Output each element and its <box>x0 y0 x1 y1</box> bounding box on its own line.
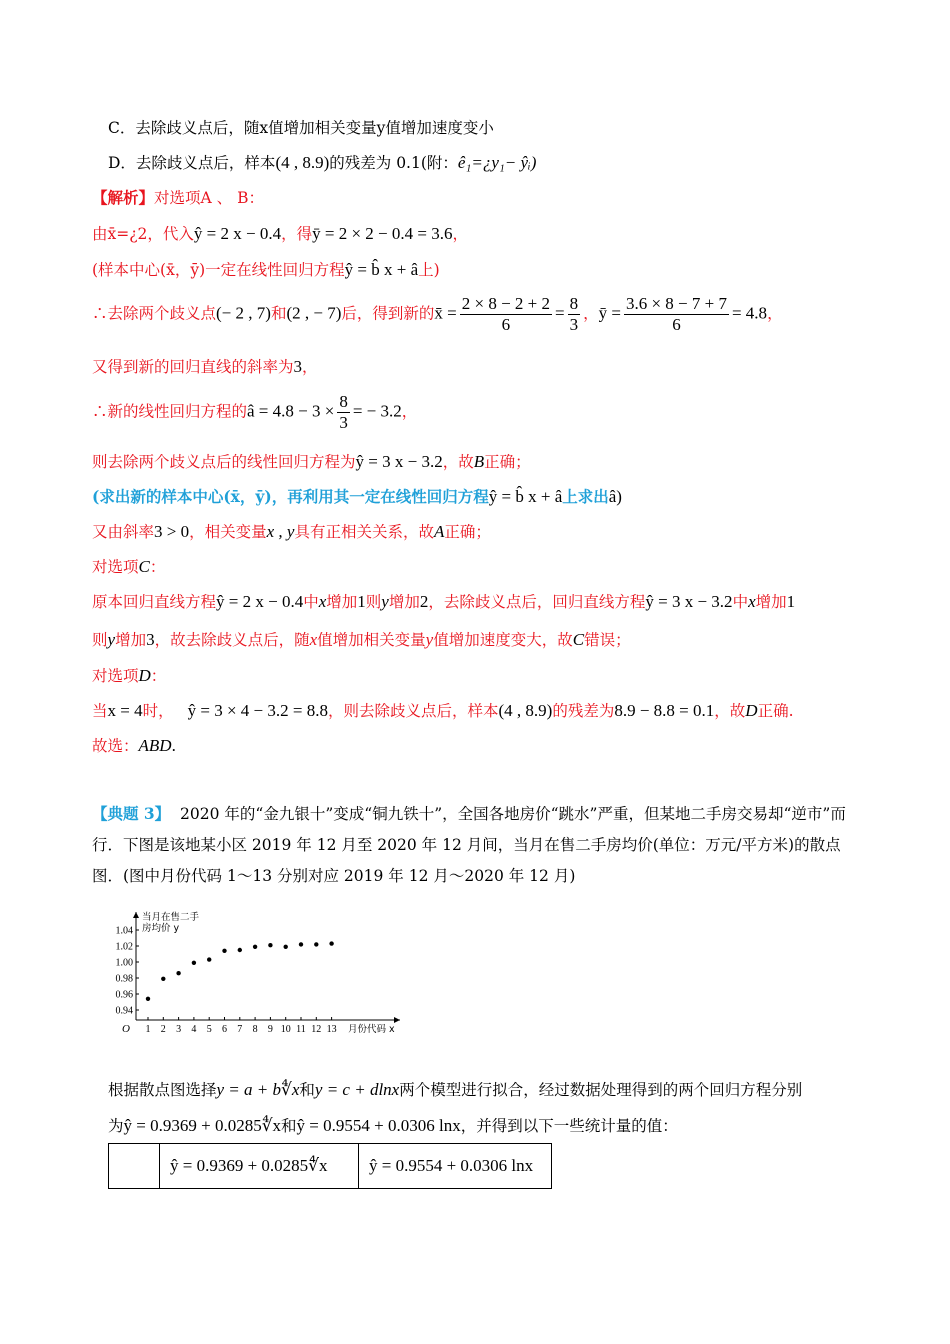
x-tick-label: 8 <box>252 1024 258 1035</box>
data-point <box>176 971 180 975</box>
equation: x̄ = <box>434 303 457 323</box>
equation: ŷ = 2 x − 0.4 <box>193 224 282 243</box>
text: ， <box>583 304 599 323</box>
text: (求出新的样本中心(x̄，ȳ)，再利用其一定在线性回归方程 <box>92 487 489 506</box>
analysis-line-13 <box>92 664 166 686</box>
example3-text: 2020 年的“金九银十”变成“铜九铁十”，全国各地房价“跳水”严重，但某地二手房交易却“逆市”而行．下图是该地某小区 2019 年 12 月至 2020 年 12 月间，当月在售二手房均价(单位：万元/平方米)的散点图．(图中月份代码 1～13 分别对应 2019 年 12 月～2020 年 12 月) <box>92 805 846 885</box>
analysis-line-12 <box>92 628 631 650</box>
text: 的残差为 <box>552 702 615 720</box>
analysis-line-2 <box>92 222 468 244</box>
text: ，故 <box>442 453 474 471</box>
equation-a: ŷ = 0.9369 + 0.0285∜x <box>123 1116 282 1135</box>
x-tick-label: 4 <box>191 1024 197 1035</box>
text: 则 <box>92 631 108 649</box>
text: 增加 <box>115 631 147 649</box>
equation: 8.9 − 8.8 = 0.1 <box>614 701 715 720</box>
text: ，故去除歧义点后，随 <box>154 631 310 649</box>
numerator: 3.6 × 8 − 7 + 7 <box>625 294 727 313</box>
variable: x <box>309 630 318 649</box>
variable: x , y <box>266 522 295 541</box>
variable: y <box>425 630 434 649</box>
variable: y <box>381 592 389 611</box>
fraction <box>337 392 350 433</box>
analysis-line-3 <box>92 258 440 280</box>
data-point <box>207 957 211 961</box>
data-point <box>329 941 333 945</box>
x-tick-label: 10 <box>280 1024 291 1035</box>
fraction <box>568 294 581 335</box>
equation: ŷ = 3 x − 3.2 <box>355 452 443 471</box>
equation: x = 4 <box>107 701 143 720</box>
x-tick-label: 3 <box>176 1024 182 1035</box>
option-d <box>108 151 536 173</box>
model-a: y = a + b∜x <box>216 1080 300 1099</box>
analysis-l1: 对选项A 、 B： <box>154 189 264 207</box>
text: ， <box>401 402 418 421</box>
y-axis-label-line1: 当月在售二手 <box>142 912 200 923</box>
option-d-prefix: D．去除歧义点后，样本 <box>108 154 276 172</box>
denominator: 3 <box>569 315 579 334</box>
text: 为 <box>108 1117 124 1135</box>
variable: A <box>433 522 445 541</box>
text: 值增加相关变量 <box>317 631 426 649</box>
analysis-line-9 <box>92 520 491 542</box>
text: 和 <box>299 1081 315 1099</box>
y-tick-label: 0.98 <box>115 973 133 985</box>
text: 又由斜率 <box>92 523 155 541</box>
y-tick-label: 1.02 <box>115 941 133 953</box>
text: 上) <box>418 261 440 279</box>
x-axis-arrow <box>394 1017 400 1023</box>
text: 正确； <box>444 523 491 541</box>
table-cell-model-b: ŷ = 0.9554 + 0.0306 lnx <box>359 1144 552 1189</box>
text: ，相关变量 <box>189 523 267 541</box>
analysis-line-15 <box>92 734 176 756</box>
text: 后，得到新的 <box>341 304 435 323</box>
analysis-line-11 <box>92 590 795 612</box>
y-tick-label: 1.04 <box>115 925 133 937</box>
text: 时， <box>142 702 174 720</box>
equation: = <box>555 303 565 323</box>
model-b: y = c + dlnx <box>314 1080 400 1099</box>
fit-line-2 <box>108 1114 678 1136</box>
text: 和 <box>281 1117 297 1135</box>
data-point <box>299 942 303 946</box>
y-tick-label: 0.94 <box>115 1005 133 1017</box>
number: 2 <box>419 592 429 611</box>
fraction <box>624 294 729 335</box>
text: 当 <box>92 702 108 720</box>
text: ，故 <box>714 702 746 720</box>
y-axis-arrow <box>133 912 139 918</box>
analysis-line-7 <box>92 450 531 472</box>
example3-tag: 【典题 3】 <box>92 804 171 823</box>
text: 具有正相关关系，故 <box>294 523 434 541</box>
x-tick-label: 5 <box>206 1024 212 1035</box>
text: 正确. <box>757 702 794 720</box>
point: (2 , − 7) <box>286 303 342 323</box>
denominator: 6 <box>672 315 681 334</box>
number: 1 <box>357 592 366 611</box>
analysis-header <box>92 186 264 208</box>
fit-line-1 <box>108 1078 802 1100</box>
point: (− 2 , 7) <box>216 303 271 323</box>
denominator: 6 <box>501 315 511 334</box>
option-c-text: C．去除歧义点后，随x值增加相关变量y值增加速度变小 <box>108 119 494 137</box>
data-point <box>284 945 288 949</box>
text: 正确； <box>484 453 531 471</box>
table-cell-model-a: ŷ = 0.9369 + 0.0285∜x <box>160 1144 359 1189</box>
text: ，去除歧义点后，回归直线方程 <box>428 593 646 611</box>
option-d-formula: ê₁=¿y₁− ŷᵢ) <box>457 153 537 172</box>
x-tick-label: 13 <box>326 1024 337 1035</box>
text: ： <box>150 667 167 685</box>
x-tick-label: 12 <box>311 1024 322 1035</box>
analysis-line-6 <box>92 392 417 433</box>
statistics-table <box>108 1143 552 1189</box>
equation: ŷ = 3 x − 3.2 <box>645 592 733 611</box>
text: 错误； <box>584 631 631 649</box>
text: 则去除两个歧义点后的线性回归方程为 <box>92 453 356 471</box>
fraction <box>460 294 552 335</box>
table-row <box>109 1144 552 1189</box>
text: 中 <box>732 593 749 611</box>
variable: x <box>748 592 756 611</box>
text: 上求出 <box>562 487 609 506</box>
data-point <box>222 949 226 953</box>
text: ∴新的线性回归方程的 <box>92 402 248 421</box>
equation: â = 4.8 − 3 × <box>247 401 335 421</box>
data-point <box>238 948 242 952</box>
text: ： <box>149 558 166 576</box>
variable: C <box>572 630 585 649</box>
text: . <box>171 736 176 755</box>
scatter-chart <box>108 908 408 1038</box>
text: (样本中心(x̄，ȳ)一定在线性回归方程 <box>92 261 345 279</box>
equation: ŷ = b̂ x + â <box>488 487 563 506</box>
text: ，得 <box>281 225 313 243</box>
equation: 3 > 0 <box>154 522 190 541</box>
data-point <box>253 945 257 949</box>
denominator: 3 <box>339 413 348 432</box>
number: 3 <box>146 630 155 649</box>
table-cell-empty <box>109 1144 160 1189</box>
text: ∴去除两个歧义点 <box>92 304 217 323</box>
option-d-point: (4 , 8.9) <box>275 153 330 172</box>
analysis-line-8 <box>92 485 622 507</box>
text: 对选项 <box>92 558 139 576</box>
text: 故选： <box>92 737 139 755</box>
option-c <box>108 116 494 138</box>
numerator: 2 × 8 − 2 + 2 <box>461 294 550 313</box>
variable: y <box>107 630 116 649</box>
text: 根据散点图选择 <box>108 1081 217 1099</box>
analysis-line-5 <box>92 355 318 377</box>
x-tick-label: 11 <box>296 1024 306 1035</box>
equation: ȳ = 2 × 2 − 0.4 = 3.6 <box>312 224 453 243</box>
text: 又得到新的回归直线的斜率为 <box>92 358 294 376</box>
text: ，并得到以下一些统计量的值： <box>460 1117 678 1135</box>
data-point <box>268 943 272 947</box>
y-axis-label-line2: 房均价 y <box>142 923 180 934</box>
variable: C <box>138 557 150 576</box>
text: 对选项 <box>92 667 139 685</box>
point: (4 , 8.9) <box>498 701 553 720</box>
text: ， <box>767 304 783 323</box>
origin-label: O <box>122 1023 130 1035</box>
equation: ŷ = 2 x − 0.4 <box>216 592 304 611</box>
text: 值增加速度变大，故 <box>433 631 573 649</box>
equation-b: ŷ = 0.9554 + 0.0306 lnx <box>296 1116 461 1135</box>
x-tick-label: 7 <box>237 1024 243 1035</box>
variable: D <box>138 666 151 685</box>
equation: ŷ = 3 × 4 − 3.2 = 8.8 <box>187 701 328 720</box>
text: 增加 <box>326 593 358 611</box>
text: ， <box>452 225 468 243</box>
data-point <box>146 997 150 1001</box>
x-tick-label: 6 <box>222 1024 227 1035</box>
option-d-suffix: 的残差为 0.1(附： <box>329 154 458 172</box>
y-tick-label: 1.00 <box>115 957 133 969</box>
text: 和 <box>270 304 287 323</box>
equation: = − 3.2 <box>352 401 402 421</box>
answer: ABD <box>138 736 172 755</box>
equation: ȳ = <box>598 303 621 323</box>
equation: = 4.8 <box>731 303 768 323</box>
y-tick-label: 0.96 <box>115 989 133 1001</box>
variable: B <box>473 452 485 471</box>
analysis-line-4 <box>92 294 783 335</box>
x-tick-label: 2 <box>160 1024 166 1035</box>
text: ，则去除歧义点后，样本 <box>327 702 499 720</box>
data-point <box>192 961 196 965</box>
numerator: 8 <box>569 294 579 313</box>
numerator: 8 <box>339 392 348 411</box>
data-point <box>161 977 165 981</box>
text: 原本回归直线方程 <box>92 593 217 611</box>
number: 1 <box>786 592 796 611</box>
text: 中 <box>303 593 319 611</box>
text: 增加 <box>388 593 420 611</box>
x-tick-label: 9 <box>267 1024 273 1035</box>
analysis-tag: 【解析】 <box>92 188 155 207</box>
variable: D <box>745 701 758 720</box>
analysis-line-10 <box>92 555 165 577</box>
text: 则 <box>365 593 382 611</box>
example3-paragraph <box>92 798 864 892</box>
x-axis-label: 月份代码 x <box>348 1024 395 1035</box>
variable: x <box>318 592 327 611</box>
text: 两个模型进行拟合，经过数据处理得到的两个回归方程分别 <box>399 1081 803 1099</box>
data-point <box>314 942 318 946</box>
text: 由x̄=¿2，代入 <box>92 225 194 243</box>
number: 3 <box>293 357 303 376</box>
analysis-line-14 <box>92 699 794 721</box>
text: 增加 <box>755 593 787 611</box>
x-tick-label: 1 <box>145 1024 151 1035</box>
equation: â) <box>608 487 622 506</box>
text: ， <box>302 358 318 376</box>
equation: ŷ = b̂ x + â <box>344 260 419 279</box>
